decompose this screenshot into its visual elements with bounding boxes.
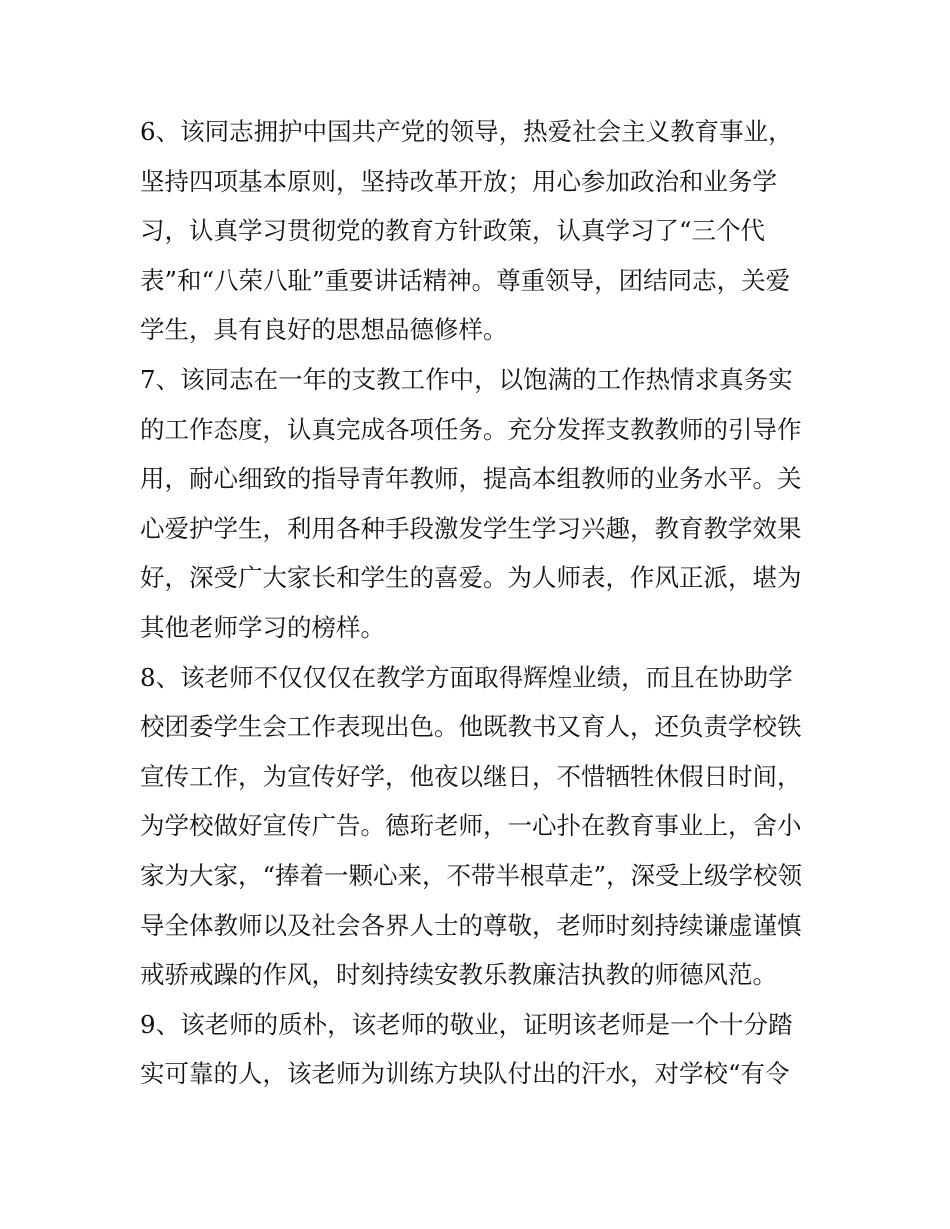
text-line: 宣传工作，为宣传好学，他夜以继日，不惜牺牲休假日时间， [140, 761, 802, 791]
text-line: 9、该老师的质朴，该老师的敬业，证明该老师是一个十分踏 [140, 1009, 793, 1039]
text-line: 实可靠的人，该老师为训练方块队付出的汗水，对学校“有令 [140, 1059, 790, 1089]
text-line: 用，耐心细致的指导青年教师，提高本组教师的业务水平。关 [140, 464, 802, 494]
paragraph-6 [140, 107, 812, 355]
text-line: 表”和“八荣八耻”重要讲话精神。尊重领导，团结同志，关爱 [140, 265, 791, 295]
paragraph-9 [140, 1000, 812, 1099]
text-line: 坚持四项基本原则，坚持改革开放；用心参加政治和业务学 [140, 166, 777, 196]
text-line: 校团委学生会工作表现出色。他既教书又育人，还负责学校铁 [140, 712, 802, 742]
text-line: 心爱护学生，利用各种手段激发学生学习兴趣，教育教学效果 [140, 513, 802, 543]
document-body [140, 107, 812, 1099]
text-line: 的工作态度，认真完成各项任务。充分发挥支教教师的引导作 [140, 414, 802, 444]
paragraph-7 [140, 355, 812, 653]
text-line: 7、该同志在一年的支教工作中，以饱满的工作热情求真务实 [140, 364, 793, 394]
text-line: 家为大家，“捧着一颗心来，不带半根草走”，深受上级学校领 [140, 860, 803, 890]
paragraph-8 [140, 653, 812, 1000]
text-line: 8、该老师不仅仅仅在教学方面取得辉煌业绩，而且在协助学 [140, 662, 793, 692]
text-line: 导全体教师以及社会各界人士的尊敬，老师时刻持续谦虚谨慎 [140, 910, 802, 940]
text-line: 好，深受广大家长和学生的喜爱。为人师表，作风正派，堪为 [140, 563, 802, 593]
text-line: 为学校做好宣传广告。德珩老师，一心扑在教育事业上，舍小 [140, 811, 802, 841]
text-line: 6、该同志拥护中国共产党的领导，热爱社会主义教育事业， [140, 117, 793, 146]
text-line: 其他老师学习的榜样。 [140, 612, 385, 642]
text-line: 习，认真学习贯彻党的教育方针政策，认真学习了“三个代 [140, 216, 766, 246]
text-line: 学生，具有良好的思想品德修样。 [140, 315, 508, 345]
text-line: 戒骄戒躁的作风，时刻持续安教乐教廉洁执教的师德风范。 [140, 960, 777, 990]
